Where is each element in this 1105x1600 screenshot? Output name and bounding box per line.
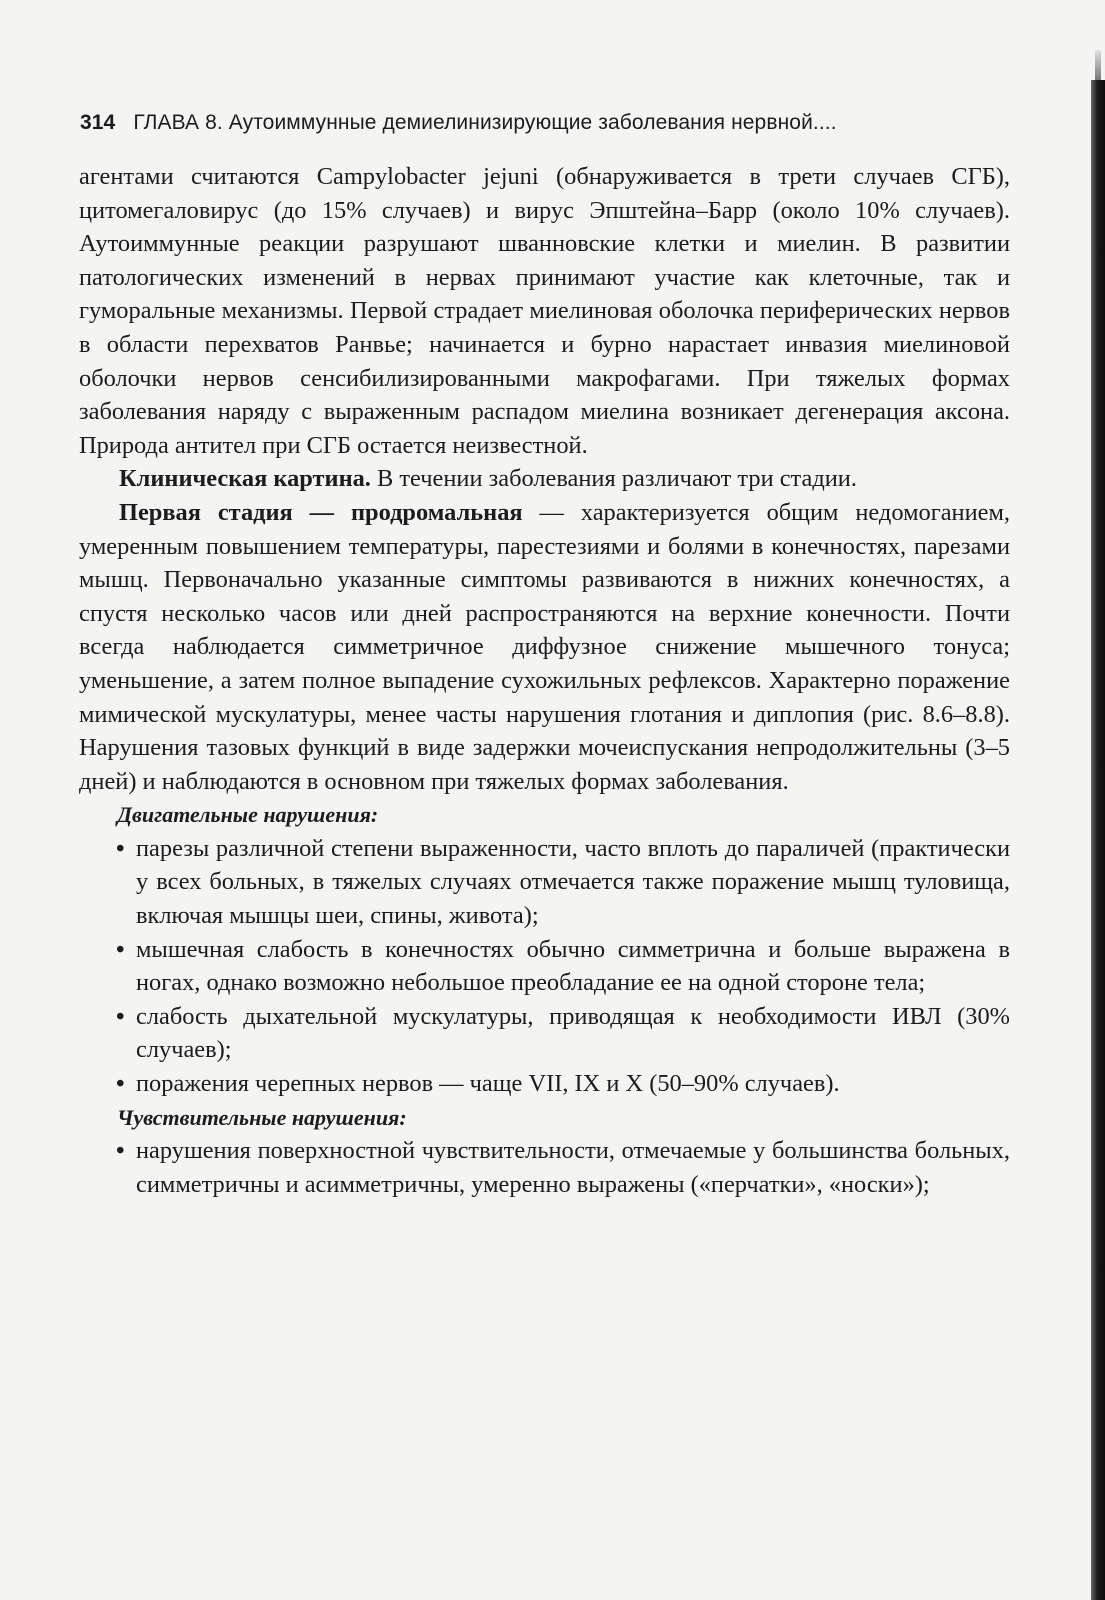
page-body bbox=[79, 160, 1010, 1201]
motor-list bbox=[79, 832, 1010, 1101]
bullet-icon: • bbox=[116, 1002, 125, 1030]
running-header bbox=[80, 111, 1010, 135]
list-item bbox=[79, 1067, 1010, 1101]
list-item bbox=[79, 1000, 1010, 1067]
intro-paragraph: агентами считаются Campylobacter jejuni (обнаруживается в трети случаев СГБ), цитомегаловирус (до 15% случаев) и вирус Эпштейна–Барр (около 10% случаев). Аутоиммунные реакции разрушают шванновские клетки и миелин. В развитии патологических изменений в нервах принимают участие как клеточные, так и гуморальные механизмы. Первой страдает миелиновая оболочка периферических нервов в области перехватов Ранвье; начинается и бурно нарастает инвазия миелиновой оболочки нервов сенсибилизированными макрофагами. При тяжелых формах заболевания наряду с выраженным распадом миелина возникает дегенерация аксона. Природа антител при СГБ остается неизвестной. bbox=[79, 163, 1010, 459]
list-item-text: парезы различной степени выраженности, часто вплоть до параличей (практически у всех больных, в тяжелых случаях отмечается также поражение мышц туловища, включая мышцы шеи, спины, живота); bbox=[136, 834, 1010, 930]
clinical-text: В течении заболевания различают три стадии. bbox=[370, 465, 857, 493]
bullet-icon: • bbox=[116, 834, 125, 862]
bullet-icon: • bbox=[116, 1070, 125, 1098]
page-number: 314 bbox=[80, 111, 116, 134]
sensory-list bbox=[79, 1134, 1010, 1201]
list-item bbox=[79, 832, 1010, 933]
running-title: ГЛАВА 8. Аутоиммунные демиелинизирующие заболевания нервной.... bbox=[133, 111, 837, 134]
list-item-text: слабость дыхательной мускулатуры, приводящая к необходимости ИВЛ (30% случаев); bbox=[136, 1002, 1010, 1064]
bullet-icon: • bbox=[116, 1137, 125, 1165]
list-item-text: мышечная слабость в конечностях обычно симметрична и больше выражена в ногах, однако возможно небольшое преобладание ее на одной стороне тела; bbox=[136, 935, 1010, 997]
bullet-icon: • bbox=[116, 935, 125, 963]
clinical-paragraph bbox=[79, 462, 1010, 496]
scan-binding-shadow bbox=[1091, 80, 1105, 1600]
motor-heading: Двигательные нарушения: bbox=[117, 802, 379, 828]
stage1-heading: Первая стадия — продромальная bbox=[119, 498, 523, 526]
list-item bbox=[79, 933, 1010, 1000]
list-item-text: нарушения поверхностной чувствительности, отмечаемые у большинства больных, симметричны и асимметричны, умеренно выражены («перчатки», «носки»); bbox=[136, 1137, 1010, 1198]
stage1-text: — характеризуется общим недомоганием, умеренным повышением температуры, парестезиями и болями в конечностях, парезами мышц. Первоначально указанные симптомы развиваются в нижних конечностях, а спустя несколько часов или дней распространяются на верхние конечности. Почти всегда наблюдается симметричное диффузное снижение мышечного тонуса; уменьшение, а затем полное выпадение сухожильных рефлексов. Характерно поражение мимической мускулатуры, менее часты нарушения глотания и диплопия (рис. 8.6–8.8). Нарушения тазовых функций в виде задержки мочеиспускания непродолжительны (3–5 дней) и наблюдаются в основном при тяжелых формах заболевания. bbox=[79, 498, 1010, 795]
list-item-text: поражения черепных нервов — чаще VII, IX и X (50–90% случаев). bbox=[136, 1070, 840, 1098]
clinical-heading: Клиническая картина. bbox=[119, 465, 371, 493]
sensory-heading: Чувствительные нарушения: bbox=[117, 1104, 407, 1130]
list-item bbox=[79, 1134, 1010, 1201]
stage1-paragraph bbox=[79, 496, 1010, 798]
